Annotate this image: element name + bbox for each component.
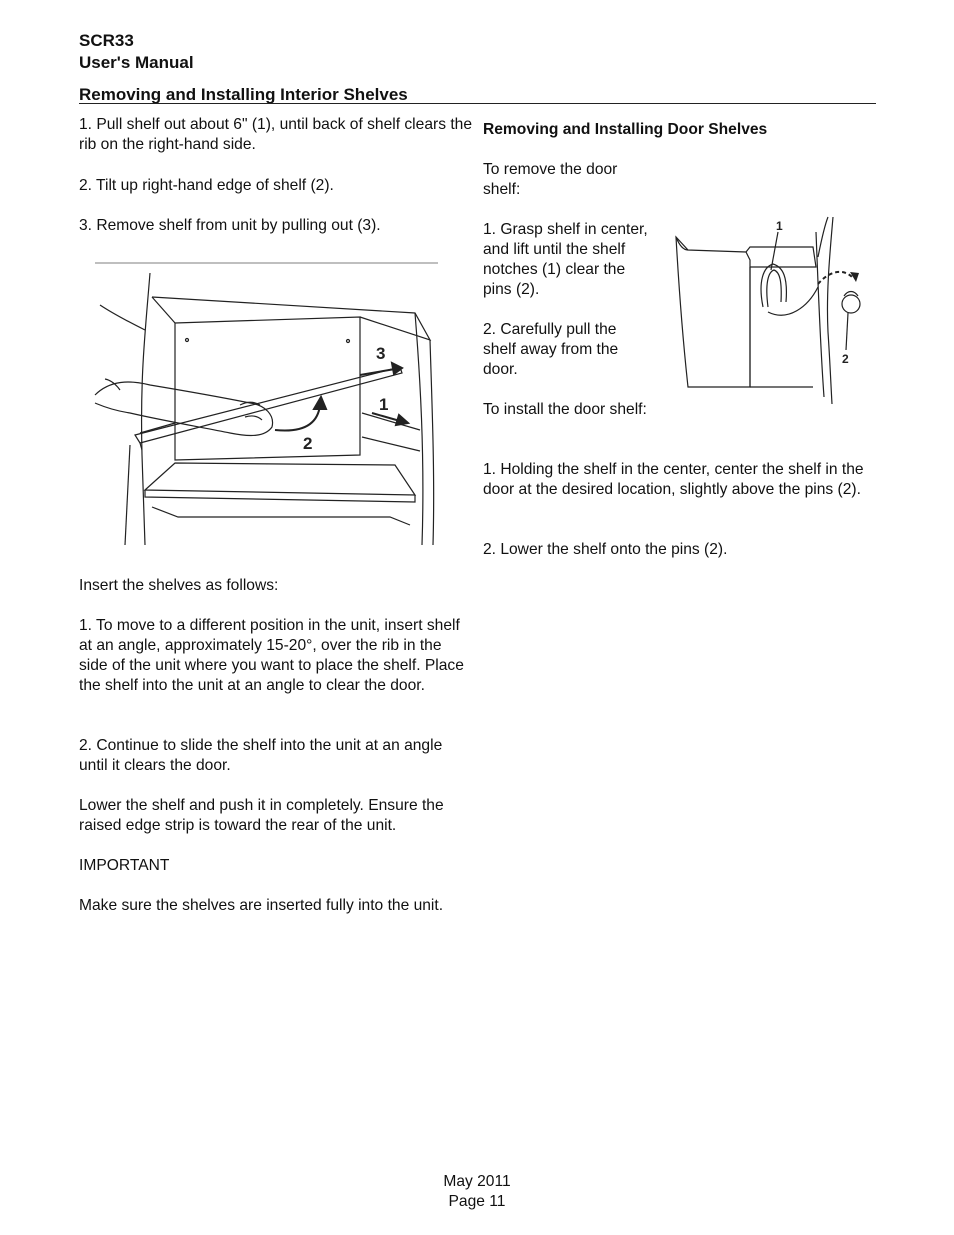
important-label: IMPORTANT bbox=[79, 857, 170, 874]
remove-step-1: 1. Pull shelf out about 6" (1), until back of shelf clears the rib on the right-hand side. bbox=[79, 116, 472, 153]
remove-step-3: 3. Remove shelf from unit by pulling out (3). bbox=[79, 217, 381, 234]
document-title: User's Manual bbox=[79, 53, 194, 72]
door-install-step-2: 2. Lower the shelf onto the pins (2). bbox=[483, 541, 728, 558]
insert-step-1: 1. To move to a different position in the unit, insert shelf at an angle, approximately 15-20°, over the rib in the side of the unit where you want to place the shelf. Place the shelf into the unit at an angle to clear the door. bbox=[79, 617, 464, 694]
model-name: SCR33 bbox=[79, 31, 134, 50]
door-remove-step-1: 1. Grasp shelf in center, and lift until the shelf notches (1) clear the pins (2). bbox=[483, 221, 648, 298]
door-remove-intro: To remove the door shelf: bbox=[483, 161, 618, 198]
door-install-intro: To install the door shelf: bbox=[483, 401, 647, 418]
door-figure-label-2: 2 bbox=[842, 352, 849, 366]
figure-label-1: 1 bbox=[379, 395, 389, 414]
insert-intro: Insert the shelves as follows: bbox=[79, 577, 279, 594]
lower-shelf-text: Lower the shelf and push it in completely. Ensure the raised edge strip is toward the rear of the unit. bbox=[79, 797, 444, 834]
footer-page-number: Page 11 bbox=[448, 1193, 506, 1210]
footer-date: May 2011 bbox=[443, 1173, 511, 1190]
figure-label-2: 2 bbox=[303, 434, 313, 453]
interior-shelf-illustration bbox=[90, 255, 442, 547]
section-divider bbox=[79, 103, 876, 104]
door-shelves-subheading: Removing and Installing Door Shelves bbox=[483, 121, 768, 138]
figure-label-3: 3 bbox=[376, 344, 386, 363]
important-text: Make sure the shelves are inserted fully into the unit. bbox=[79, 897, 444, 914]
insert-step-2: 2. Continue to slide the shelf into the unit at an angle until it clears the door. bbox=[79, 737, 443, 774]
door-shelf-illustration bbox=[668, 212, 868, 412]
door-install-step-1: 1. Holding the shelf in the center, center the shelf in the door at the desired location, slightly above the pins (2). bbox=[483, 461, 864, 498]
door-figure-label-1: 1 bbox=[776, 219, 783, 233]
section-title: Removing and Installing Interior Shelves bbox=[79, 85, 408, 104]
door-remove-step-2: 2. Carefully pull the shelf away from the door. bbox=[483, 321, 619, 378]
remove-step-2: 2. Tilt up right-hand edge of shelf (2). bbox=[79, 177, 334, 194]
